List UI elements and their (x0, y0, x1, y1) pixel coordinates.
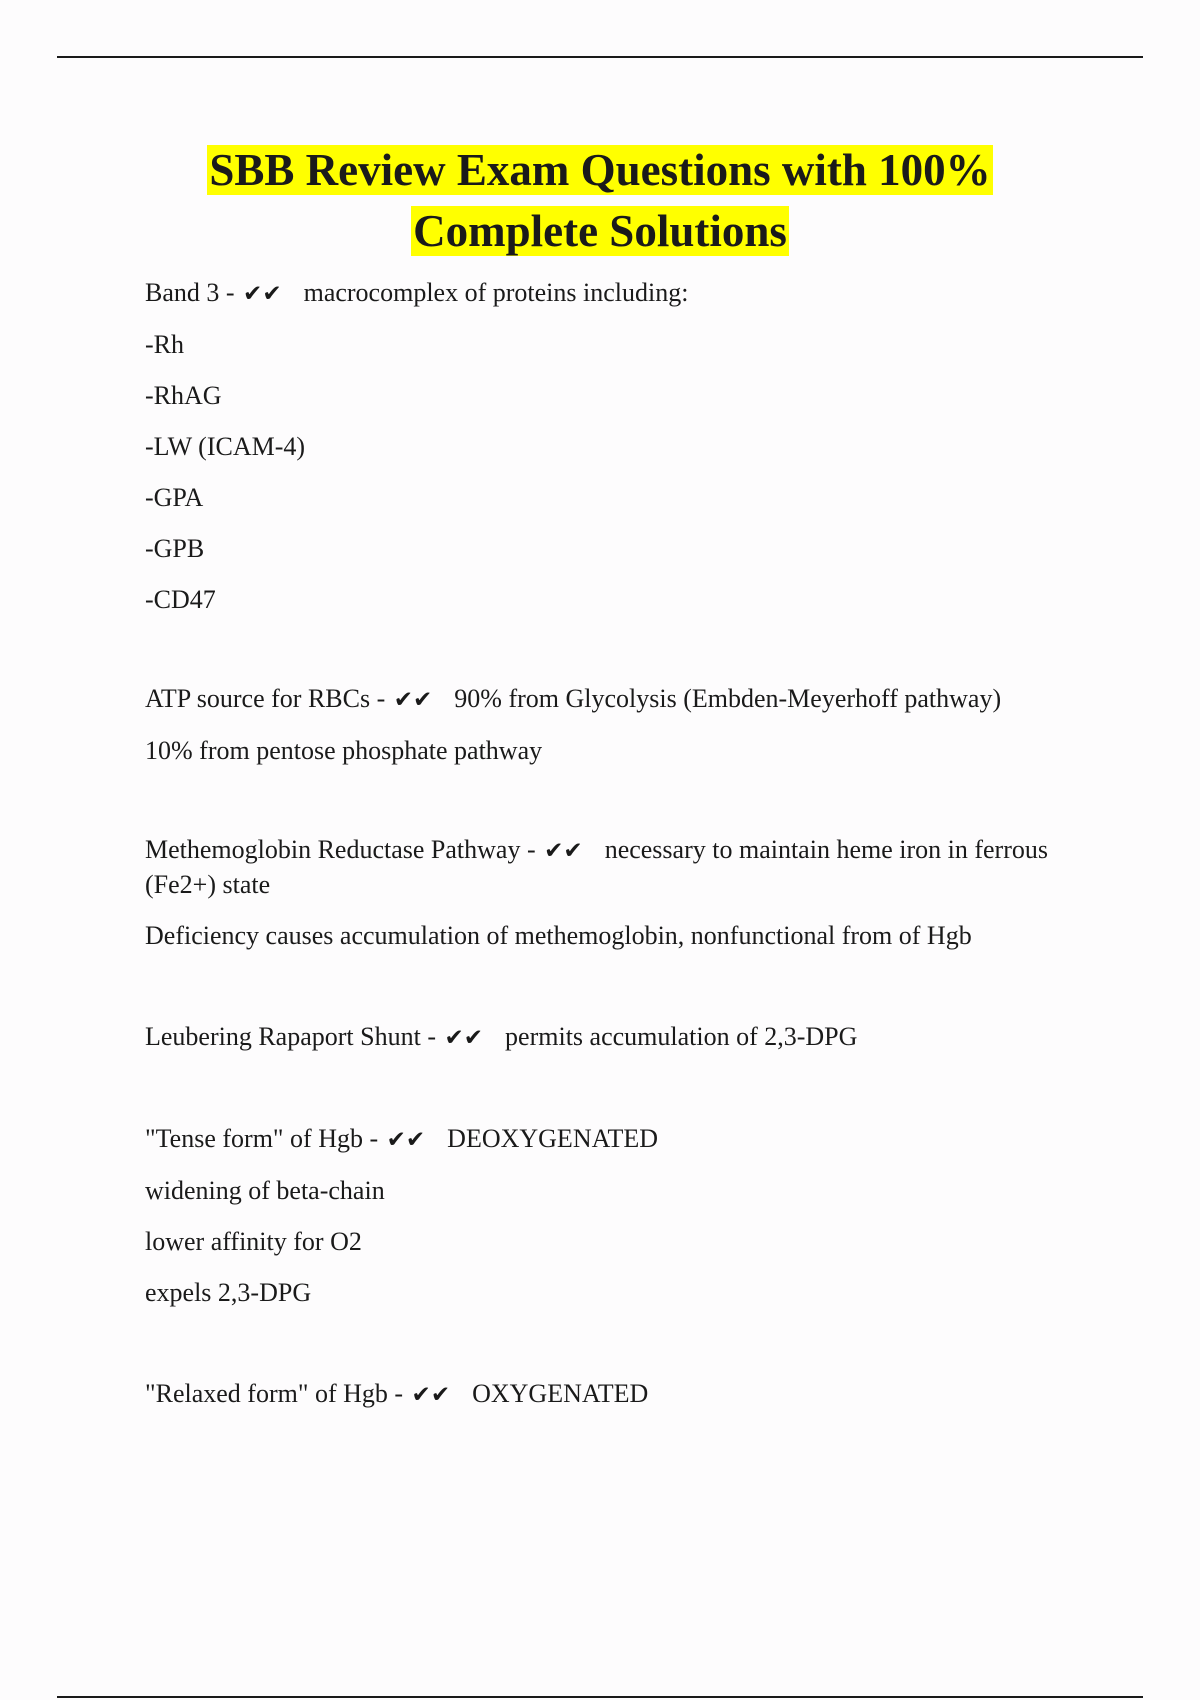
spacer (145, 617, 1095, 665)
entry-heading (145, 682, 1095, 717)
entry-line: widening of beta-chain (145, 1176, 385, 1205)
check-mark-icon: ✔✔ (544, 838, 583, 864)
entry-methemoglobin-reductase (145, 833, 1095, 953)
entry-term: Leubering Rapaport Shunt - (145, 1022, 436, 1051)
entry-leubering-rapaport-shunt (145, 1020, 1095, 1055)
entry-definition: 90% from Glycolysis (Embden-Meyerhoff pathway) (454, 684, 1002, 713)
entry-heading (145, 833, 1095, 902)
entry-line: -GPB (145, 534, 205, 563)
entry-line: -GPA (145, 483, 204, 512)
footer-rule (57, 1696, 1143, 1698)
entry-line: Deficiency causes accumulation of methemoglobin, nonfunctional from of Hgb (145, 921, 972, 950)
entry-definition: DEOXYGENATED (447, 1124, 659, 1153)
entry-term: "Tense form" of Hgb - (145, 1124, 379, 1153)
spacer (145, 1310, 1095, 1358)
entry-atp-source (145, 682, 1095, 768)
entry-relaxed-form (145, 1377, 1095, 1412)
document-title (0, 140, 1200, 262)
entry-band-3 (145, 276, 1095, 617)
entry-heading (145, 1020, 1095, 1055)
title-line-2: Complete Solutions (413, 206, 787, 256)
entry-line: -CD47 (145, 585, 216, 614)
entry-line: 10% from pentose phosphate pathway (145, 736, 543, 765)
check-mark-icon: ✔✔ (444, 1025, 484, 1051)
entry-term: Methemoglobin Reductase Pathway - (145, 835, 536, 864)
check-mark-icon: ✔✔ (386, 1127, 426, 1153)
entry-line: -LW (ICAM-4) (145, 432, 306, 461)
entry-line: lower affinity for O2 (145, 1227, 362, 1256)
check-mark-icon: ✔✔ (411, 1382, 451, 1408)
entry-definition: permits accumulation of 2,3-DPG (505, 1022, 858, 1051)
check-mark-icon: ✔✔ (243, 281, 282, 307)
entry-term: ATP source for RBCs - (145, 684, 386, 713)
entry-tense-form (145, 1122, 1095, 1310)
entry-term: Band 3 - (145, 278, 235, 307)
entry-definition: macrocomplex of proteins including: (303, 278, 689, 307)
spacer (145, 1055, 1095, 1103)
entry-term: "Relaxed form" of Hgb - (145, 1379, 404, 1408)
entry-line: -RhAG (145, 381, 222, 410)
entry-line: -Rh (145, 330, 184, 359)
entry-definition: necessary to maintain heme iron in ferrous (Fe2+) state (145, 835, 1048, 899)
entry-heading (145, 1377, 1095, 1412)
document-body (145, 276, 1095, 1412)
check-mark-icon: ✔✔ (393, 687, 433, 713)
spacer (145, 953, 1095, 1001)
title-line-1: SBB Review Exam Questions with 100% (209, 145, 991, 195)
entry-heading (145, 1122, 1095, 1157)
entry-line: expels 2,3-DPG (145, 1278, 312, 1307)
entry-heading (145, 276, 1095, 311)
spacer (145, 768, 1095, 816)
entry-definition: OXYGENATED (472, 1379, 649, 1408)
header-rule (57, 56, 1143, 58)
